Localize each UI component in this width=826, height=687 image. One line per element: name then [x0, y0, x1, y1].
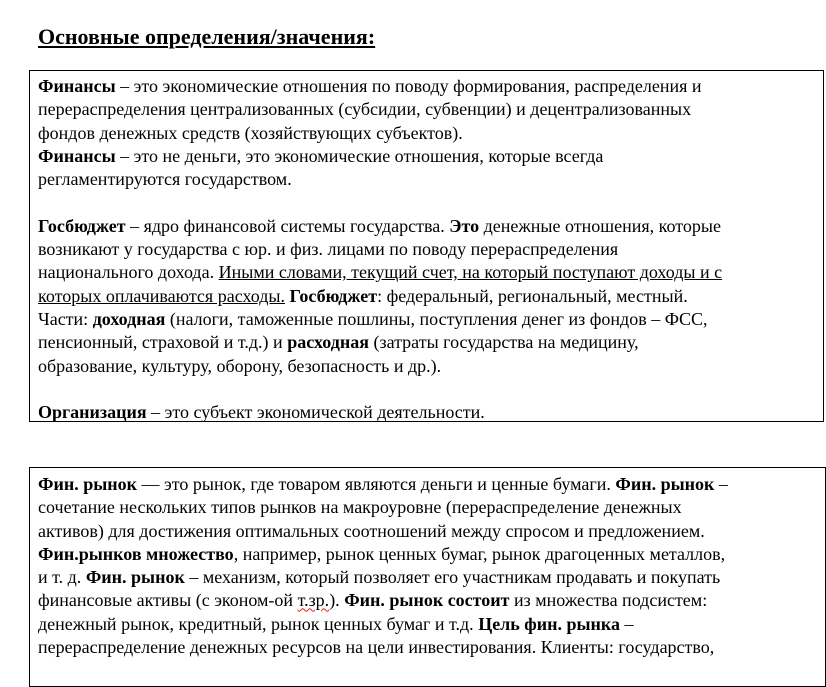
text-segment: образование, культуру, оборону, безопасность и др.). [38, 355, 442, 376]
text-segment: пенсионный, страховой и т.д.) и [38, 332, 288, 353]
term-bold: Цель фин. рынка [478, 613, 621, 634]
text-segment: (затраты государства на медицину, [368, 332, 639, 353]
text-line [38, 566, 825, 589]
term-bold: Фин. рынок состоит [344, 590, 510, 611]
term-bold: Финансы [38, 145, 116, 166]
text-segment: активов) для достижения оптимальных соотношений между спросом и предложением. [38, 520, 705, 541]
spellcheck-word: т.зр. [297, 590, 330, 611]
text-segment: денежные отношения, которые [479, 215, 721, 236]
text-segment: – механизм, который позволяет его участникам продавать и покупать [184, 567, 721, 588]
text-line [38, 308, 823, 331]
text-segment: : федеральный, региональный, местный. [377, 285, 688, 306]
term-bold: расходная [287, 332, 369, 353]
text-segment: перераспределения централизованных (субсидии, субвенции) и децентрализованных [38, 99, 692, 120]
definitions-box-finance [29, 70, 824, 422]
text-line [38, 261, 823, 284]
text-line [38, 636, 825, 659]
text-line [38, 75, 823, 98]
text-segment: – ядро финансовой системы государства. [125, 215, 450, 236]
page-title: Основные определения/значения: [38, 24, 376, 49]
text-segment: Части: [38, 308, 93, 329]
text-line [38, 401, 823, 424]
text-line [38, 589, 825, 612]
definitions-box-financial-market [29, 467, 826, 687]
text-line [38, 145, 823, 168]
text-line [38, 520, 825, 543]
text-line [38, 355, 823, 378]
text-segment: возникают у государства с юр. и физ. лицами по поводу перераспределения [38, 239, 619, 260]
text-segment: (налоги, таможенные пошлины, поступления денег из фондов – ФСС, [165, 308, 708, 329]
text-line [38, 543, 825, 566]
term-bold: Фин. рынок [38, 474, 138, 494]
text-segment: фондов денежных средств (хозяйствующих субъектов). [38, 122, 463, 143]
text-segment: – [620, 613, 634, 634]
text-segment: финансовые активы (с эконом-ой [38, 590, 298, 611]
term-bold: Это [449, 215, 480, 236]
term-bold: Госбюджет [289, 285, 378, 306]
text-segment: регламентируются государством. [38, 169, 292, 190]
text-segment: – это субъект экономической деятельности. [146, 402, 485, 423]
text-segment: , например, рынок ценных бумаг, рынок драгоценных металлов, [233, 543, 726, 564]
text-segment: — это рынок, где товаром являются деньги и ценные бумаги. [137, 474, 616, 494]
term-bold: доходная [92, 308, 166, 329]
text-segment: денежный рынок, кредитный, рынок ценных бумаг и т.д. [38, 613, 479, 634]
text-segment: перераспределение денежных ресурсов на цели инвестирования. Клиенты: государство, [38, 637, 715, 658]
text-line [38, 285, 823, 308]
text-segment: – это экономические отношения по поводу формирования, распределения и [115, 76, 702, 96]
text-line [38, 191, 823, 214]
text-line [38, 98, 823, 121]
text-segment: – это не деньги, это экономические отношения, которые всегда [115, 145, 604, 166]
text-segment: национального дохода. [38, 262, 219, 283]
term-bold: Фин. рынок [615, 474, 715, 494]
text-line [38, 122, 823, 145]
term-bold: Фин. рынок [85, 567, 185, 588]
text-segment: и т. д. [38, 567, 86, 588]
text-line [38, 613, 825, 636]
term-bold: Финансы [38, 76, 116, 96]
text-line [38, 168, 823, 191]
text-line [38, 473, 825, 496]
text-segment: сочетание нескольких типов рынков на макроуровне (перераспределение денежных [38, 497, 682, 518]
text-segment: Иными словами, текущий счет, на который поступают доходы и с [218, 262, 723, 283]
text-line [38, 496, 825, 519]
text-segment: – [714, 474, 728, 494]
text-line [38, 238, 823, 261]
text-line [38, 215, 823, 238]
text-segment: которых оплачиваются расходы. [38, 285, 285, 306]
term-bold: Госбюджет [38, 215, 126, 236]
text-segment: из множества подсистем: [509, 590, 708, 611]
term-bold: Организация [38, 402, 147, 423]
text-segment: ). [329, 590, 345, 611]
text-line [38, 378, 823, 401]
text-line [38, 331, 823, 354]
term-bold: Фин.рынков множество [38, 543, 234, 564]
